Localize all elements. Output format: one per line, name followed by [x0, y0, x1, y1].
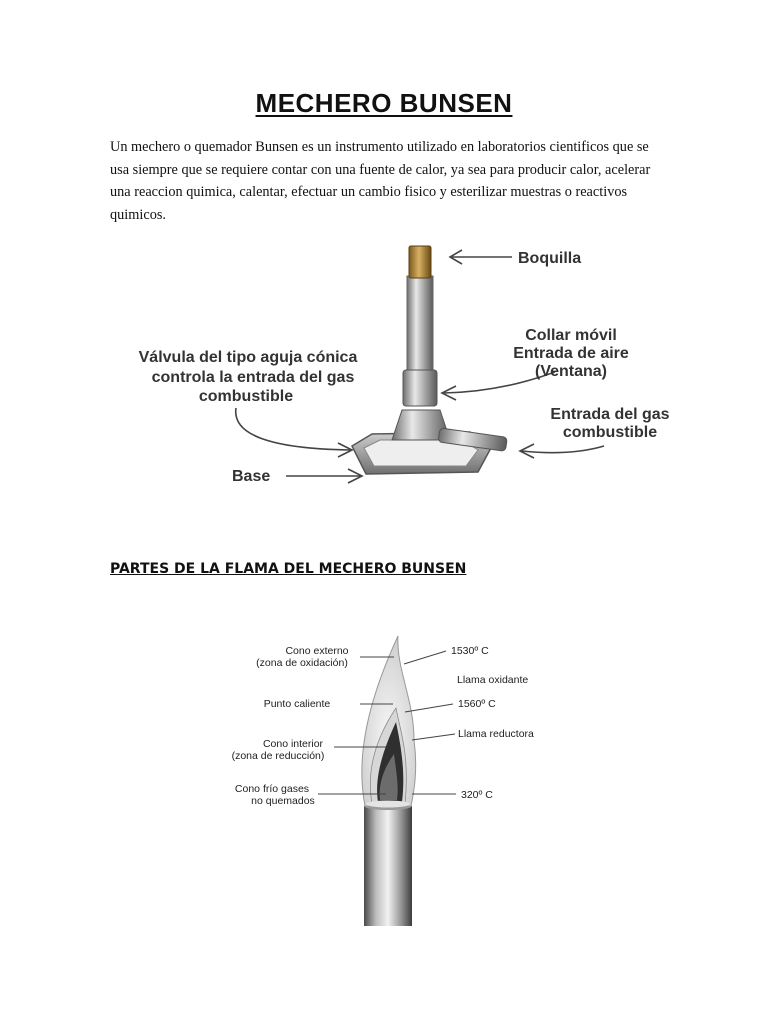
- label-collar-line-1: Collar móvil: [525, 327, 617, 344]
- flame-diagram: [0, 628, 768, 928]
- label-cono-frio-1: Cono frío gases: [234, 783, 310, 795]
- burner-illustration: [352, 246, 507, 474]
- label-cono-externo-1: Cono externo: [285, 645, 349, 657]
- label-collar-line-2: Entrada de aire: [513, 345, 629, 362]
- flame-illustration: [362, 636, 416, 926]
- label-cono-interior-1: Cono interior: [262, 738, 324, 750]
- label-valvula-line-3: combustible: [198, 388, 294, 405]
- label-cono-interior-2: (zona de reducción): [231, 750, 325, 762]
- label-temp-1560: 1560º C: [458, 698, 496, 710]
- bunsen-burner-diagram: [0, 236, 768, 496]
- label-temp-1530: 1530º C: [451, 645, 489, 657]
- page-title: MECHERO BUNSEN: [255, 88, 513, 118]
- label-base: Base: [232, 468, 271, 485]
- label-cono-externo-2: (zona de oxidación): [256, 657, 348, 669]
- label-collar-line-3: (Ventana): [534, 363, 608, 380]
- label-cono-frio-2: no quemados: [251, 795, 315, 807]
- intro-paragraph: Un mechero o quemador Bunsen es un instrumento utilizado en laboratorios cientificos que se usa siempre que se requiere contar con una fuente de calor, ya sea para producir calor, acelerar una reaccion quimica, calentar, efectuar un cambio fisico y esterilizar muestras o reactivos quimicos.: [110, 139, 651, 223]
- label-llama-oxidante: Llama oxidante: [457, 674, 529, 686]
- label-entrada-gas-line-1: Entrada del gas: [550, 406, 670, 423]
- label-llama-reductora: Llama reductora: [458, 728, 534, 740]
- label-valvula-line-1: Válvula del tipo aguja cónica: [138, 349, 358, 366]
- label-valvula-line-2: controla la entrada del gas: [151, 369, 355, 386]
- label-temp-320: 320º C: [461, 789, 493, 801]
- label-entrada-gas-line-2: combustible: [562, 424, 658, 441]
- label-punto-caliente: Punto caliente: [263, 698, 331, 710]
- label-boquilla: Boquilla: [518, 250, 582, 267]
- section-heading-flame: PARTES DE LA FLAMA DEL MECHERO BUNSEN: [110, 561, 467, 577]
